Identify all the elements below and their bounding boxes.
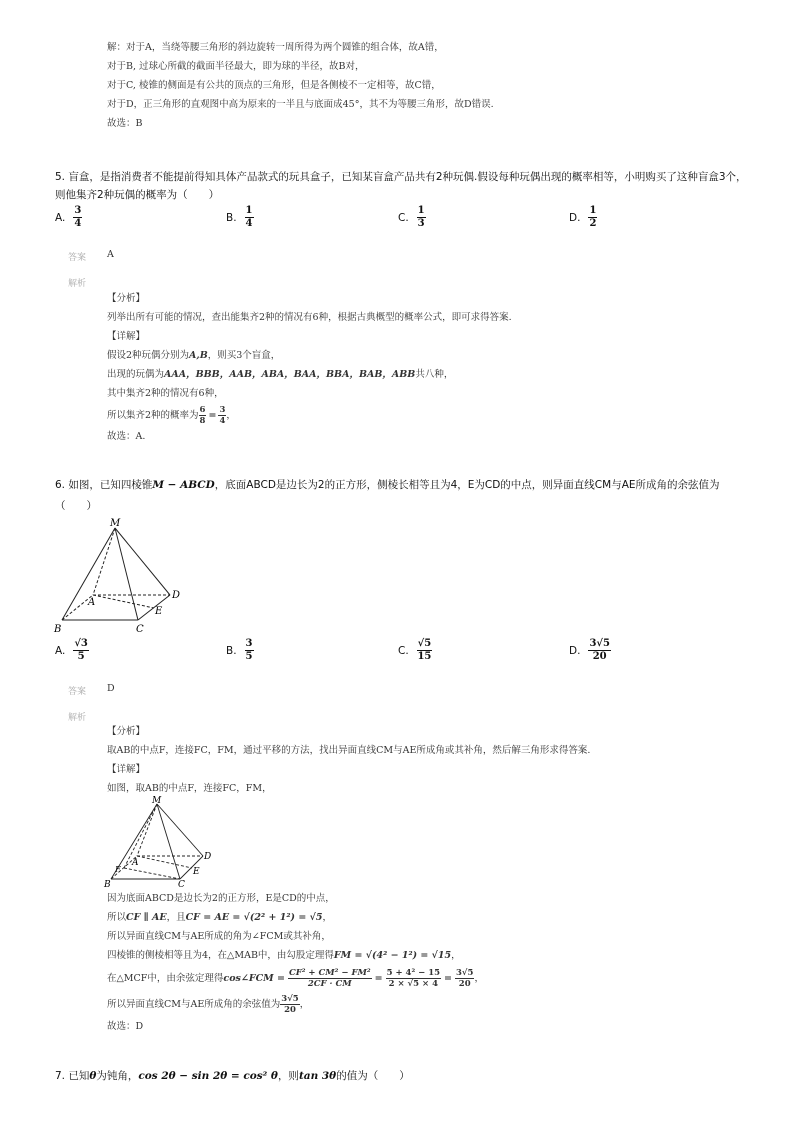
detail-line: 所以集齐2种的概率为 $\frac{6}{8}$ = $\frac{3}{4}$ ， bbox=[107, 404, 236, 426]
solution-choice: 故选：A. bbox=[107, 431, 146, 442]
vertex-label-d: D bbox=[172, 590, 181, 601]
q5-analysis bbox=[107, 289, 767, 446]
detail-line-cosine: 在△MCF中，由余弦定理得 cos∠FCM = $\frac{\text{CF² + CM² − FM²}}{2CF \cdot CM}$ = $\frac{\text{5 + 4² − 15}}{2 \times √5 \times 4}$ = $\frac{3√5}{20}$ ， bbox=[107, 967, 484, 989]
q5-option-b[interactable] bbox=[226, 205, 254, 230]
vertex-label-c: C bbox=[136, 624, 144, 635]
vertex-label-b: B bbox=[104, 880, 111, 888]
option-fraction: $\frac{1}{3}$ bbox=[417, 205, 425, 229]
solution-line: 解：对于A，当绕等腰三角形的斜边旋转一周所得为两个圆锥的组合体，故A错， bbox=[107, 42, 444, 53]
fraction: 3√5 20 bbox=[281, 993, 299, 1015]
option-fraction: $\frac{1}{2}$ bbox=[589, 205, 597, 229]
solution-choice: 故选：B bbox=[107, 118, 143, 129]
fenxi-text: 列举出所有可能的情况，查出能集齐2种的情况有6种，根据古典概型的概率公式，即可求得答案. bbox=[107, 312, 512, 323]
q5-analysis-label: 解析 bbox=[68, 279, 87, 289]
solution-choice: 故选：D bbox=[107, 1021, 144, 1032]
vertex-label-e: E bbox=[155, 606, 163, 617]
vertex-label-b: B bbox=[54, 624, 62, 635]
vertex-label-a: A bbox=[132, 858, 139, 868]
q5-stem-line2: 则他集齐2种玩偶的概率为（ ） bbox=[55, 189, 220, 201]
option-letter: C. bbox=[398, 644, 409, 657]
q5-stem bbox=[55, 168, 775, 204]
q6-answer-label: 答案 bbox=[68, 687, 87, 697]
vertex-label-d: D bbox=[204, 852, 212, 862]
detail-line: 所以CF ∥ AE，且CF = AE = √(2² + 1²) = √5， bbox=[107, 912, 332, 923]
fraction: $\frac{\text{5 + 4² − 15}}{2 \times √5 \times 4}$ bbox=[386, 967, 441, 989]
vertex-label-c: C bbox=[178, 880, 185, 888]
q6-detail bbox=[107, 889, 777, 1036]
vertex-label-f: F bbox=[115, 865, 121, 874]
detail-line: 其中集齐2种的情况有6种， bbox=[107, 388, 224, 399]
detail-line: 因为底面ABCD是边长为2的正方形，E是CD的中点， bbox=[107, 893, 335, 904]
vertex-label-m: M bbox=[152, 796, 162, 806]
option-letter: A. bbox=[55, 644, 66, 657]
xiangjie-heading: 【详解】 bbox=[107, 331, 146, 342]
option-letter: B. bbox=[226, 211, 237, 224]
option-letter: B. bbox=[226, 644, 237, 657]
q6-stem-line1: 6. 如图，已知四棱锥M − ABCD，底面ABCD是边长为2的正方形，侧棱长相等且为4，E为CD的中点，则异面直线CM与AE所成角的余弦值为 bbox=[55, 479, 720, 491]
q5-stem-line1: 5. 盲盒，是指消费者不能提前得知具体产品款式的玩具盒子，已知某盲盒产品共有2种玩偶.假设每种玩偶出现的概率相等，小明购买了这种盲盒3个， bbox=[55, 171, 747, 183]
detail-line: 所以异面直线CM与AE所成的角为∠FCM或其补角， bbox=[107, 931, 331, 942]
top-solution bbox=[107, 38, 767, 133]
fraction: $\frac{\text{CF² + CM² − FM²}}{2CF \cdot CM}$ bbox=[288, 967, 371, 989]
detail-line-result: 所以异面直线CM与AE所成角的余弦值为 3√5 20 ， bbox=[107, 993, 310, 1015]
solution-line: 对于D，正三角形的直观图中高为原来的一半且与底面成45°，其不为等腰三角形，故D错误. bbox=[107, 99, 494, 110]
q7-stem: 7. 已知θ为钝角，cos 2θ − sin 2θ = cos² θ，则tan 3θ的值为（ ） bbox=[55, 1070, 410, 1082]
q6-option-d[interactable] bbox=[569, 638, 611, 663]
detail-line: 出现的玩偶为AAA，BBB，AAB，ABA，BAA，BBA，BAB，ABB共八种， bbox=[107, 369, 454, 380]
option-letter: C. bbox=[398, 211, 409, 224]
q5-option-d[interactable] bbox=[569, 205, 597, 230]
pyramid-figure-with-f bbox=[103, 794, 218, 888]
q5-answer-label: 答案 bbox=[68, 253, 87, 263]
option-letter: D. bbox=[569, 644, 581, 657]
fenxi-heading: 【分析】 bbox=[107, 726, 146, 737]
option-fraction: $\frac{3}{5}$ bbox=[245, 638, 253, 662]
q6-option-a[interactable] bbox=[55, 638, 89, 663]
solution-line: 对于B, 过球心所截的截面半径最大，即为球的半径，故B对， bbox=[107, 61, 365, 72]
q6-answer: D bbox=[107, 683, 115, 694]
detail-line: 四棱锥的侧棱相等且为4，在△MAB中，由勾股定理得FM = √(4² − 1²) = √15， bbox=[107, 950, 461, 961]
vertex-label-m: M bbox=[110, 518, 121, 529]
option-fraction: $\frac{3√5}{20}$ bbox=[589, 638, 610, 662]
vertex-label-a: A bbox=[88, 597, 96, 608]
detail-intro: 如图，取AB的中点F，连接FC，FM， bbox=[107, 783, 272, 794]
fraction: $\frac{6}{8}$ bbox=[199, 404, 206, 426]
option-fraction: $\frac{√5}{15}$ bbox=[417, 638, 432, 662]
option-letter: D. bbox=[569, 211, 581, 224]
fraction: $\frac{3}{4}$ bbox=[219, 404, 226, 426]
q5-option-a[interactable] bbox=[55, 205, 82, 230]
q6-analysis-label: 解析 bbox=[68, 713, 87, 723]
vertex-label-e: E bbox=[193, 867, 200, 877]
q6-stem bbox=[55, 476, 785, 515]
option-fraction: $\frac{3}{4}$ bbox=[74, 205, 82, 229]
xiangjie-heading: 【详解】 bbox=[107, 764, 146, 775]
option-fraction: $\frac{1}{4}$ bbox=[245, 205, 253, 229]
fenxi-heading: 【分析】 bbox=[107, 293, 146, 304]
option-letter: A. bbox=[55, 211, 66, 224]
fraction: $\frac{3√5}{20}$ bbox=[456, 967, 474, 989]
q6-option-c[interactable] bbox=[398, 638, 432, 663]
q6-analysis-head bbox=[107, 722, 777, 798]
pyramid-figure bbox=[50, 514, 190, 636]
q6-stem-line2: （ ） bbox=[55, 500, 97, 512]
q5-answer: A bbox=[107, 249, 114, 260]
detail-line: 假设2种玩偶分别为A,B，则买3个盲盒， bbox=[107, 350, 281, 361]
fenxi-text: 取AB的中点F，连接FC，FM，通过平移的方法，找出异面直线CM与AE所成角或其补角，然后解三角形求得答案. bbox=[107, 745, 591, 756]
option-fraction: $\frac{√3}{5}$ bbox=[74, 638, 88, 662]
solution-line: 对于C, 棱锥的侧面是有公共的顶点的三角形，但是各侧棱不一定相等，故C错， bbox=[107, 80, 441, 91]
q6-option-b[interactable] bbox=[226, 638, 254, 663]
q5-option-c[interactable] bbox=[398, 205, 426, 230]
